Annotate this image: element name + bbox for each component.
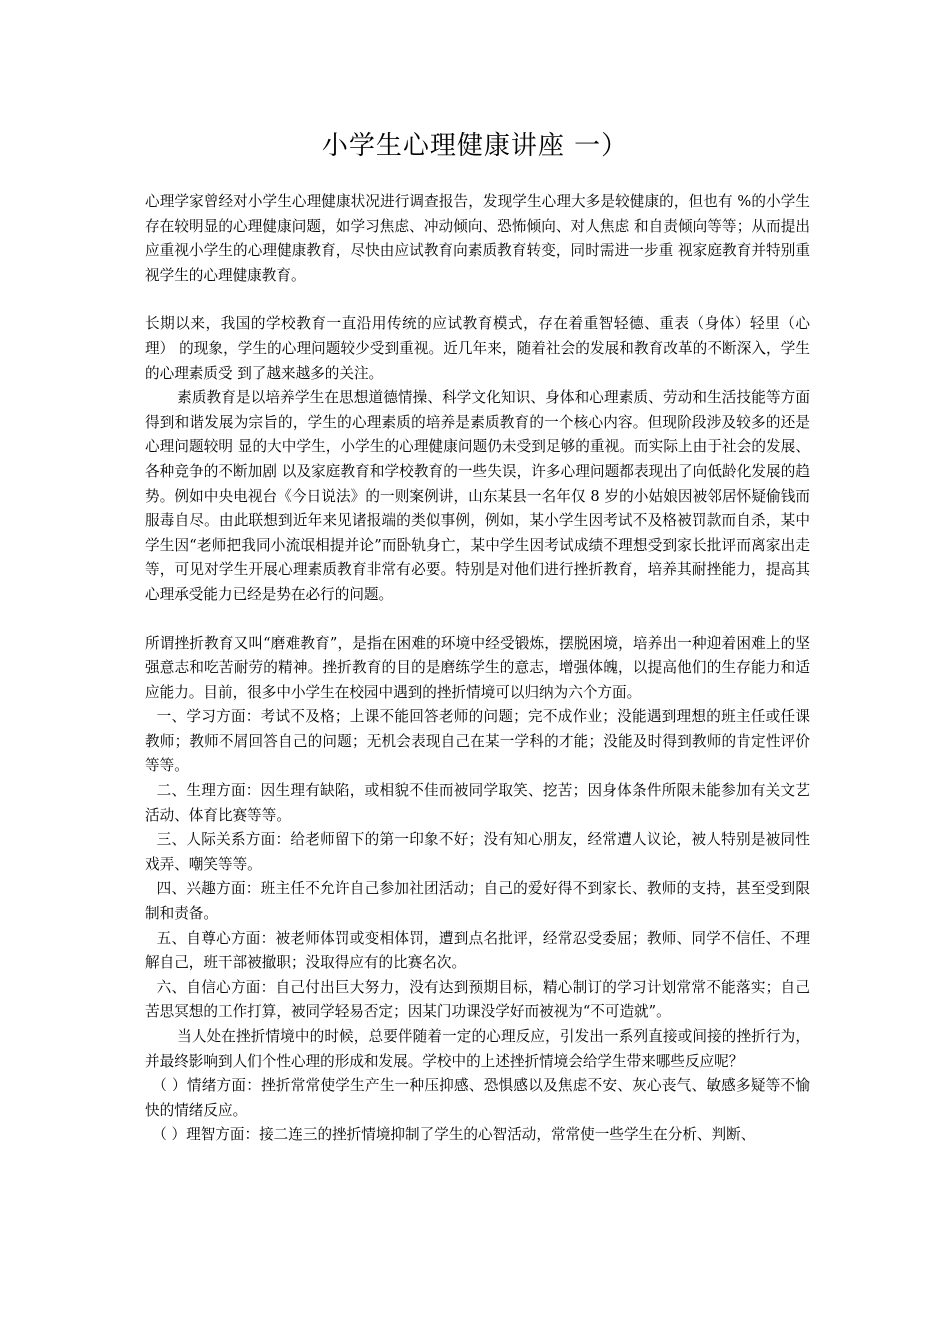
paragraph-background: 长期以来，我国的学校教育一直沿用传统的应试教育模式，存在着重智轻德、重表（身体）轻里（心理） 的现象，学生的心理问题较少受到重视。近几年来，随着社会的发展和教育改革的不断深入，学生的心理素质受 到了越来越多的关注。	[145, 315, 810, 382]
document-body	[145, 190, 810, 1148]
paragraph-reactions: 当人处在挫折情境中的时候，总要伴随着一定的心理反应，引发出一系列直接或间接的挫折行为，并最终影响到人们个性心理的形成和发展。学校中的上述挫折情境会给学生带来哪些反应呢？	[145, 1028, 810, 1070]
list-item-physiology: 二、生理方面：因生理有缺陷，或相貌不佳而被同学取笑、挖苦；因身体条件所限未能参加有关文艺活动、体育比赛等等。	[145, 782, 810, 824]
paragraph-quality-education: 素质教育是以培养学生在思想道德情操、科学文化知识、身体和心理素质、劳动和生活技能等方面得到和谐发展为宗旨的，学生的心理素质的培养是素质教育的一个核心内容。但现阶段涉及较多的还是心理问题较明 显的大中学生，小学生的心理健康问题仍未受到足够的重视。而实际上由于社会的发展、各种竞争的不断加剧 以及家庭教育和学校教育的一些失误，许多心理问题都表现出了向低龄化发展的趋势。例如中央电视台《今日说法》的一则案例讲，山东某县一名年仅 8 岁的小姑娘因被邻居怀疑偷钱而服毒自尽。由此联想到近年来见诸报端的类似事例，例如，某小学生因考试不及格被罚款而自杀，某中学生因“老师把我同小流氓相提并论”而卧轨身亡，某中学生因考试成绩不理想受到家长批评而离家出走等，可见对学生开展心理素质教育非常有必要。特别是对他们进行挫折教育，培养其耐挫能力，提高其心理承受能力已经是势在必行的问题。	[145, 389, 810, 603]
document-title: 小学生心理健康讲座 一）	[321, 131, 629, 162]
list-item-self-confidence: 六、自信心方面：自己付出巨大努力，没有达到预期目标，精心制订的学习计划常常不能落实；自己苦思冥想的工作打算，被同学轻易否定；因某门功课没学好而被视为“不可造就”。	[145, 978, 810, 1021]
list-item-study: 一、学习方面：考试不及格；上课不能回答老师的问题；完不成作业；没能遇到理想的班主任或任课教师；教师不屑回答自己的问题；无机会表现自己在某一学科的才能；没能及时得到教师的肯定性评价等等。	[145, 708, 810, 775]
list-item-relationships: 三、人际关系方面：给老师留下的第一印象不好；没有知心朋友，经常遭人议论，被人特别是被同性戏弄、嘲笑等等。	[145, 831, 810, 873]
paragraph-intro: 心理学家曾经对小学生心理健康状况进行调查报告，发现学生心理大多是较健康的，但也有 %的小学生存在较明显的心理健康问题，如学习焦虑、冲动倾向、恐怖倾向、对人焦虑 和自责倾向等等；从而提出应重视小学生的心理健康教育，尽快由应试教育向素质教育转变，同时需进一步重 视家庭教育并特别重视学生的心理健康教育。	[145, 193, 810, 284]
paragraph-gap	[145, 608, 810, 632]
list-item-reason: （ ）理智方面：接二连三的挫折情境抑制了学生的心智活动，常常使一些学生在分析、判断、	[152, 1126, 756, 1144]
paragraph-gap	[145, 288, 810, 312]
list-item-self-esteem: 五、自尊心方面：被老师体罚或变相体罚，遭到点名批评，经常忍受委屈；教师、同学不信任、不理解自己，班干部被撤职；没取得应有的比赛名次。	[145, 929, 810, 972]
list-item-emotion: （ ）情绪方面：挫折常常使学生产生一种压抑感、恐惧感以及焦虑不安、灰心丧气、敏感多疑等不愉快的情绪反应。	[145, 1077, 810, 1119]
list-item-interests: 四、兴趣方面：班主任不允许自己参加社团活动；自己的爱好得不到家长、教师的支持，甚至受到限制和责备。	[145, 880, 810, 923]
paragraph-frustration-education: 所谓挫折教育又叫“磨难教育”，是指在困难的环境中经受锻炼，摆脱困境，培养出一种迎着困难上的坚强意志和吃苦耐劳的精神。挫折教育的目的是磨练学生的意志，增强体魄，以提高他们的生存能力和适应能力。目前，很多中小学生在校园中遇到的挫折情境可以归纳为六个方面。	[145, 634, 810, 701]
